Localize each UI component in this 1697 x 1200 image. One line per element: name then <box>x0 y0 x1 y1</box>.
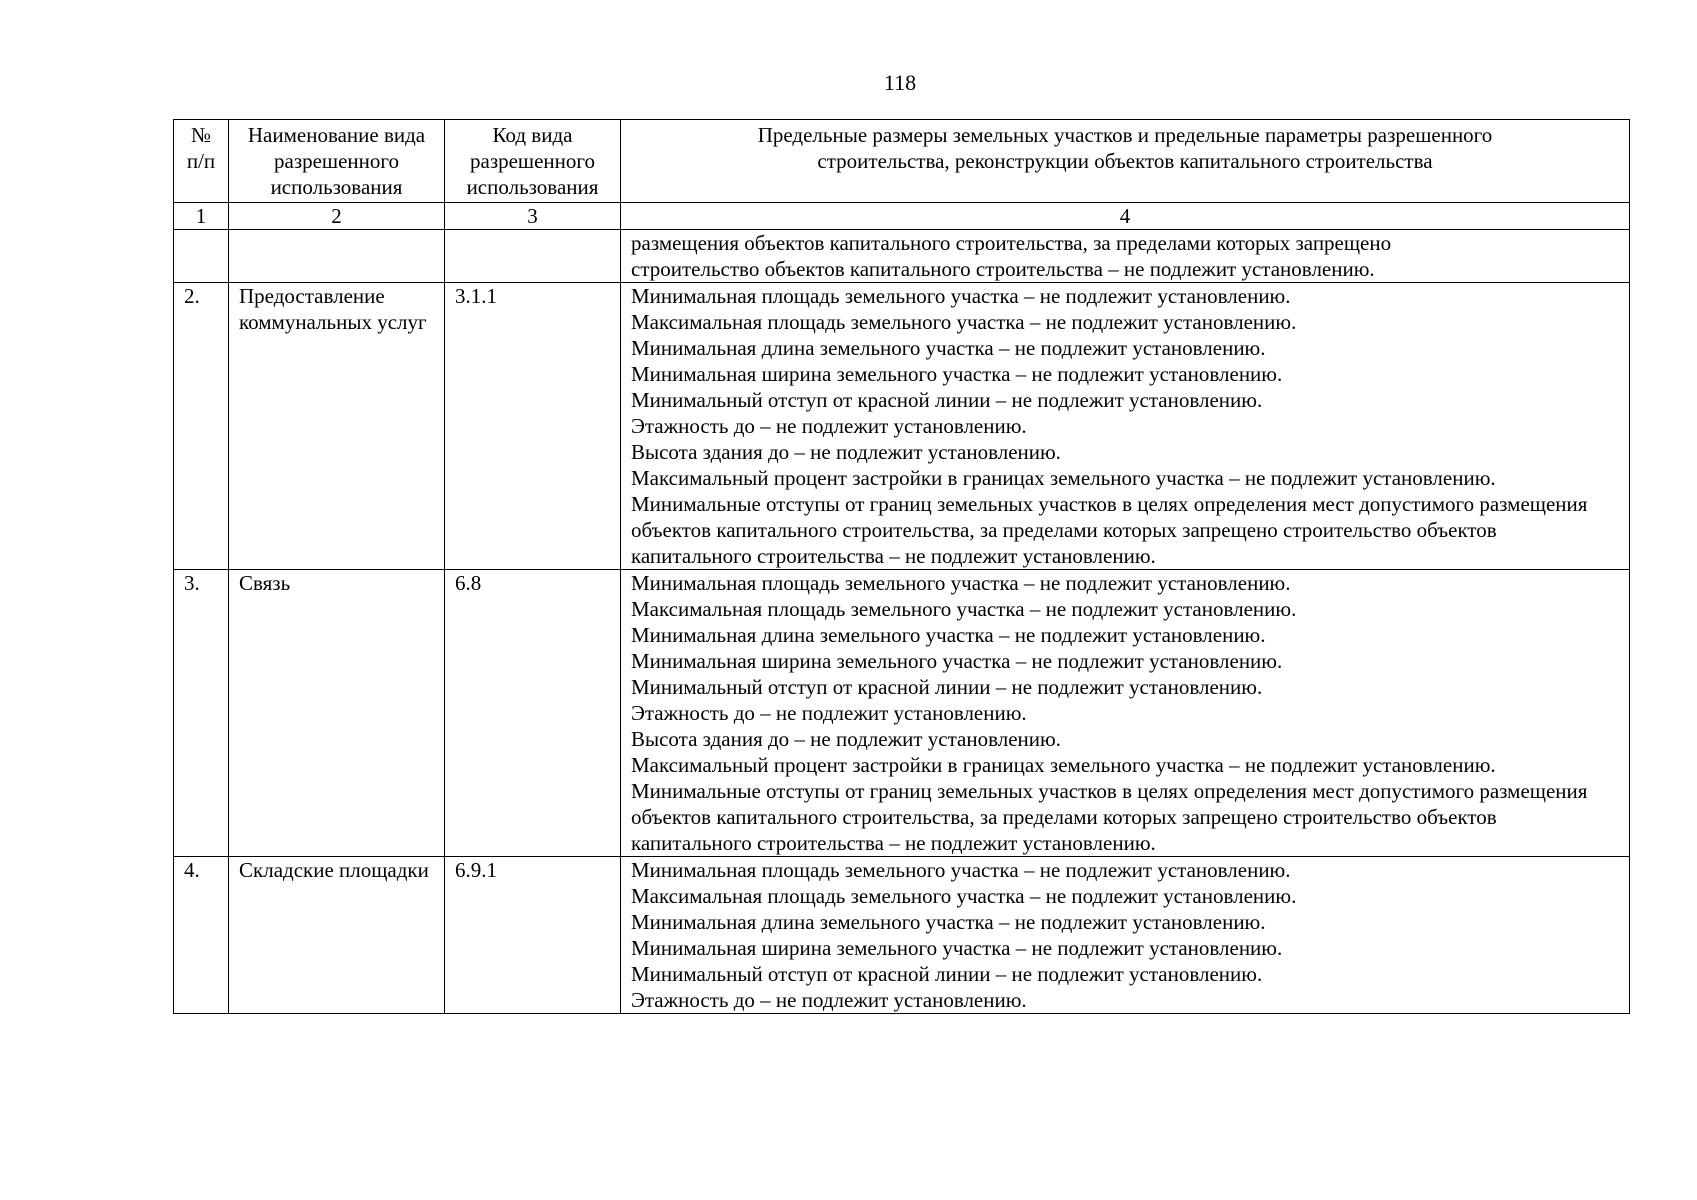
continuation-row <box>174 230 1630 283</box>
table-row <box>174 857 1630 1014</box>
parameter-line: Минимальная ширина земельного участка – не подлежит установлению. <box>631 936 1283 960</box>
page-number: 118 <box>883 70 917 95</box>
parameter-line: Минимальный отступ от красной линии – не подлежит установлению. <box>631 962 1263 986</box>
row-number: 3. <box>174 570 229 857</box>
parameter-line: Этажность до – не подлежит установлению. <box>631 988 1027 1012</box>
column-index-4: 4 <box>621 203 1630 230</box>
use-type-name: Предоставление коммунальных услуг <box>229 283 445 570</box>
parameter-line: Этажность до – не подлежит установлению. <box>631 414 1027 438</box>
header-num-part: п/п <box>186 149 216 173</box>
header-name: Наименование вида разрешенного использования <box>229 120 445 203</box>
parameter-line: Максимальная площадь земельного участка – не подлежит установлению. <box>631 884 1297 908</box>
use-type-code: 6.8 <box>445 570 621 857</box>
parameter-line: Минимальная длина земельного участка – не подлежит установлению. <box>631 336 1266 360</box>
parameter-line: Минимальный отступ от красной линии – не подлежит установлению. <box>631 675 1263 699</box>
parameter-line: Минимальная площадь земельного участка – не подлежит установлению. <box>631 571 1291 595</box>
parameters-cell <box>621 283 1630 570</box>
parameter-line: Минимальные отступы от границ земельных участков в целях определения мест допустимого размещения объектов капитального строительства, за пределами которых запрещено строительство объектов капитального строительства – не подлежит установлению. <box>631 492 1588 568</box>
continuation-code-cell <box>445 230 621 283</box>
parameter-line: Минимальная площадь земельного участка – не подлежит установлению. <box>631 284 1291 308</box>
header-num <box>174 120 229 203</box>
parameter-line: Этажность до – не подлежит установлению. <box>631 701 1027 725</box>
header-params: Предельные размеры земельных участков и предельные параметры разрешенного строительства, реконструкции объектов капитального строительства <box>621 120 1630 203</box>
header-code: Код вида разрешенного использования <box>445 120 621 203</box>
parameter-line: Максимальная площадь земельного участка – не подлежит установлению. <box>631 310 1297 334</box>
parameter-line: Максимальный процент застройки в границах земельного участка – не подлежит установлению. <box>631 466 1496 490</box>
parameter-line: Максимальная площадь земельного участка – не подлежит установлению. <box>631 597 1297 621</box>
header-num-part: № <box>190 123 212 147</box>
parameters-cell <box>621 570 1630 857</box>
table-row <box>174 570 1630 857</box>
use-type-name: Связь <box>229 570 445 857</box>
continuation-name-cell <box>229 230 445 283</box>
parameter-line: Минимальная площадь земельного участка – не подлежит установлению. <box>631 858 1291 882</box>
parameter-line: Максимальный процент застройки в границах земельного участка – не подлежит установлению. <box>631 753 1496 777</box>
use-type-code: 3.1.1 <box>445 283 621 570</box>
table-row <box>174 283 1630 570</box>
parameters-cell <box>621 857 1630 1014</box>
parameter-line: Минимальный отступ от красной линии – не подлежит установлению. <box>631 388 1263 412</box>
parameter-line: Минимальная длина земельного участка – не подлежит установлению. <box>631 910 1266 934</box>
continuation-params-cell <box>621 230 1630 283</box>
parameter-line: Высота здания до – не подлежит установлению. <box>631 727 1061 751</box>
parameter-line: Минимальная ширина земельного участка – не подлежит установлению. <box>631 649 1283 673</box>
continuation-line: размещения объектов капитального строительства, за пределами которых запрещено <box>631 231 1392 255</box>
use-type-code: 6.9.1 <box>445 857 621 1014</box>
continuation-line: строительство объектов капитального строительства – не подлежит установлению. <box>631 257 1375 281</box>
land-use-parameters-table <box>173 119 1630 1014</box>
continuation-num-cell <box>174 230 229 283</box>
table-header-row <box>174 120 1630 203</box>
column-index-2: 2 <box>229 203 445 230</box>
parameter-line: Минимальная длина земельного участка – не подлежит установлению. <box>631 623 1266 647</box>
use-type-name: Складские площадки <box>229 857 445 1014</box>
column-index-3: 3 <box>445 203 621 230</box>
parameter-line: Минимальная ширина земельного участка – не подлежит установлению. <box>631 362 1283 386</box>
parameter-line: Высота здания до – не подлежит установлению. <box>631 440 1061 464</box>
parameter-line: Минимальные отступы от границ земельных участков в целях определения мест допустимого размещения объектов капитального строительства, за пределами которых запрещено строительство объектов капитального строительства – не подлежит установлению. <box>631 779 1588 855</box>
row-number: 4. <box>174 857 229 1014</box>
column-index-1: 1 <box>174 203 229 230</box>
column-index-row <box>174 203 1630 230</box>
row-number: 2. <box>174 283 229 570</box>
